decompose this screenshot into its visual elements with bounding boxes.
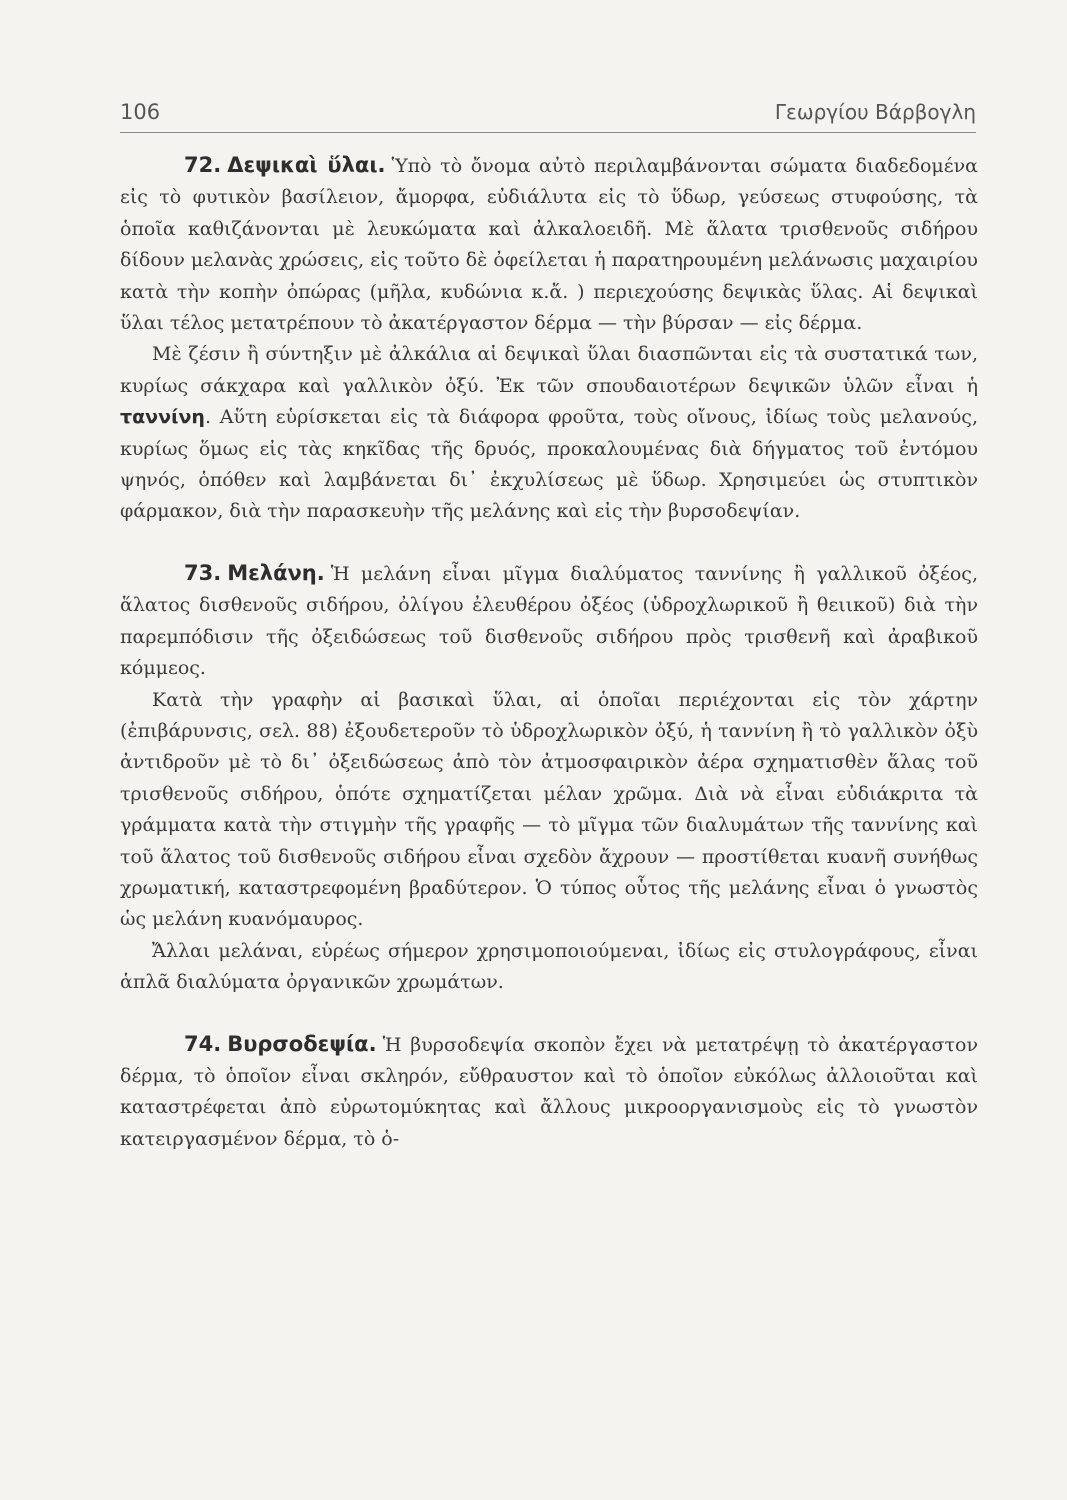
page-header bbox=[120, 96, 976, 133]
section-74 bbox=[120, 1029, 978, 1156]
section-title: Βυρσοδεψία. bbox=[227, 1031, 377, 1056]
paragraph-text: Ὑπὸ τὸ ὄνομα αὐτὸ περιλαμβάνονται σώματα διαδεδομένα εἰς τὸ φυτικὸν βασίλειον, ἄμορφα, εὐδιάλυτα εἰς τὸ ὕδωρ, γεύσεως στυφούσης, τὰ ὁποῖα καθιζάνονται μὲ λευκώματα καὶ ἀλκαλοειδῆ. Μὲ ἅλατα τρισθενοῦς σιδήρου δίδουν μελανὰς χρώσεις, εἰς τοῦτο δὲ ὀφείλεται ἡ παρατηρουμένη μελάνωσις μαχαιρίου κατὰ τὴν κοπὴν ὀπώρας (μῆλα, κυδώνια κ.ἄ. ) περιεχούσης δεψικὰς ὕλας. Αἱ δεψικαὶ ὕλαι τέλος μετατρέπουν τὸ ἀκατέργαστον δέρμα — τὴν βύρσαν — εἰς δέρμα. bbox=[120, 155, 979, 335]
paragraph-text: . Αὕτη εὑρίσκεται εἰς τὰ διάφορα φροῦτα, τοὺς οἴνους, ἰδίως τοὺς μελανούς, κυρίως ὅμως εἰς τὰς κηκῖδας τῆς δρυός, προκαλουμένας διὰ δήγματος τοῦ ἐντόμου ψηνός, ὁπόθεν καὶ λαμβάνεται δι᾽ ἐκχυλίσεως μὲ ὕδωρ. Χρησιμεύει ὡς στυπτικὸν φάρμακον, διὰ τὴν παρασκευὴν τῆς μελάνης καὶ εἰς τὴν βυρσοδεψίαν. bbox=[120, 406, 978, 523]
section-74-paragraph-1 bbox=[120, 1029, 978, 1156]
section-title: Μελάνη. bbox=[227, 560, 325, 585]
section-title: Δεψικαὶ ὕλαι. bbox=[227, 153, 386, 177]
section-number: 73. bbox=[184, 560, 222, 585]
section-73-paragraph-2: Κατὰ τὴν γραφὴν αἱ βασικαὶ ὕλαι, αἱ ὁποῖαι περιέχονται εἰς τὸν χάρτην (ἐπιβάρυνσις, σελ. 88) ἐξουδετεροῦν τὸ ὑδροχλωρικὸν ὀξύ, ἡ ταννίνη ἢ τὸ γαλλικὸν ὀξὺ ἀντιδροῦν μὲ τὸ δι᾽ ὀξειδώσεως ἀπὸ τὸν ἀτμοσφαιρικὸν ἀέρα σχηματισθὲν ἅλας τοῦ τρισθενοῦς σιδήρου, ὁπότε σχηματίζεται μέλαν χρῶμα. Διὰ νὰ εἶναι εὐδιάκριτα τὰ γράμματα κατὰ τὴν στιγμὴν τῆς γραφῆς — τὸ μῖγμα τῶν διαλυμάτων τῆς ταννίνης καὶ τοῦ ἅλατος τοῦ δισθενοῦς σιδήρου εἶναι σχεδὸν ἄχρουν — προστίθεται κυανῆ συνήθως χρωματική, καταστρεφομένη βραδύτερον. Ὁ τύπος οὗτος τῆς μελάνης εἶναι ὁ γνωστὸς ὡς μελάνη κυανόμαυρος. bbox=[120, 688, 978, 931]
section-72-paragraph-1 bbox=[120, 150, 978, 339]
bold-term: ταννίνη bbox=[120, 406, 205, 429]
section-73 bbox=[120, 558, 978, 999]
page-body bbox=[120, 150, 978, 1155]
section-number: 72. bbox=[184, 153, 222, 177]
paragraph-text: Ἡ βυρσοδεψία σκοπὸν ἔχει νὰ μετατρέψῃ τὸ ἀκατέργαστον δέρμα, τὸ ὁποῖον εἶναι σκληρόν, εὔθραυστον καὶ τὸ ὁποῖον εὐκόλως ἀλλοιοῦται καὶ καταστρέφεται ἀπὸ εὐρωτομύκητας καὶ ἄλλους μικροοργανισμοὺς εἰς τὸ γνωστὸν κατειργασμένον δέρμα, τὸ ὁ- bbox=[120, 1033, 978, 1150]
section-number: 74. bbox=[184, 1031, 222, 1056]
section-72-paragraph-2 bbox=[120, 339, 978, 527]
page-number: 106 bbox=[120, 100, 161, 124]
section-73-paragraph-1 bbox=[120, 558, 978, 685]
paragraph-text: Μὲ ζέσιν ἢ σύντηξιν μὲ ἀλκάλια αἱ δεψικαὶ ὕλαι διασπῶνται εἰς τὰ συστατικά των, κυρίως σάκχαρα καὶ γαλλικὸν ὀξύ. Ἐκ τῶν σπουδαιοτέρων δεψικῶν ὑλῶν εἶναι ἡ bbox=[120, 343, 978, 397]
paragraph-text: Ἡ μελάνη εἶναι μῖγμα διαλύματος ταννίνης ἢ γαλλικοῦ ὀξέος, ἅλατος δισθενοῦς σιδήρου, ὀλίγου ἐλευθέρου ὀξέος (ὑδροχλωρικοῦ ἢ θειικοῦ) διὰ τὴν παρεμπόδισιν τῆς ὀξειδώσεως τοῦ δισθενοῦς σιδήρου πρὸς τρισθενῆ καὶ ἀραβικοῦ κόμμεος. bbox=[120, 562, 978, 680]
running-head: Γεωργίου Βάρβογλη bbox=[774, 100, 976, 124]
section-73-paragraph-3: Ἄλλαι μελάναι, εὑρέως σήμερον χρησιμοποιούμεναι, ἰδίως εἰς στυλογράφους, εἶναι ἁπλᾶ διαλύματα ὀργανικῶν χρωμάτων. bbox=[120, 939, 978, 994]
section-72 bbox=[120, 150, 978, 528]
